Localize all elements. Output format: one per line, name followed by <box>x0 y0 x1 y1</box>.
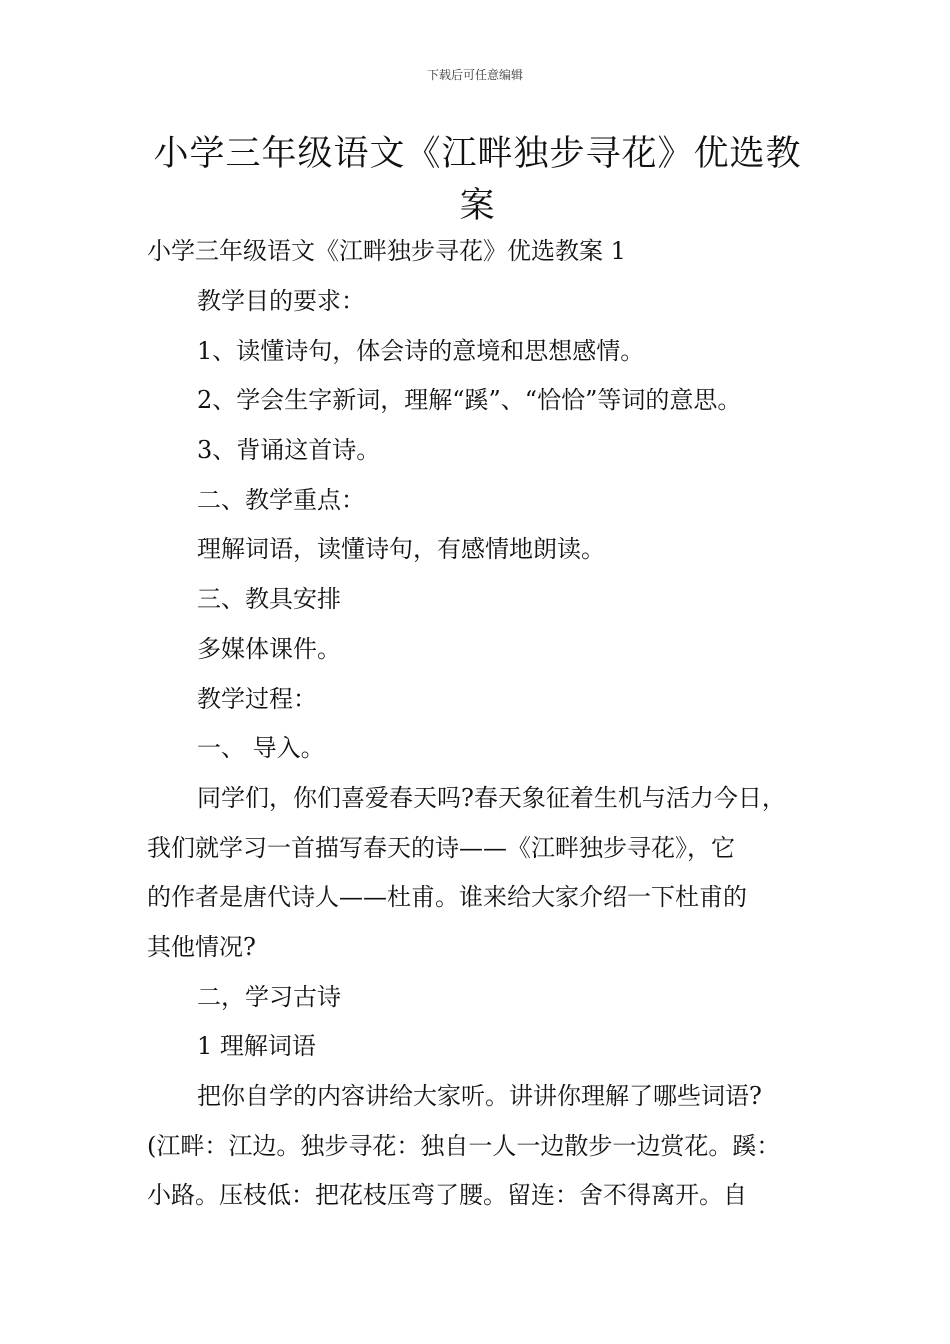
paragraph-line: 1 理解词语 <box>197 1032 316 1060</box>
paragraph-line: 二、教学重点： <box>197 486 365 514</box>
paragraph-line: 多媒体课件。 <box>197 635 341 663</box>
paragraph-line: 1、读懂诗句，体会诗的意境和思想感情。 <box>197 337 645 365</box>
paragraph-line: 其他情况? <box>147 933 256 961</box>
paragraph-line: (江畔：江边。独步寻花：独自一人一边散步一边赏花。蹊： <box>147 1132 781 1160</box>
paragraph-line: 把你自学的内容讲给大家听。讲讲你理解了哪些词语? <box>197 1082 762 1110</box>
paragraph-line: 三、教具安排 <box>197 585 341 613</box>
paragraph-line: 2、学会生字新词，理解“蹊”、“恰恰”等词的意思。 <box>197 386 742 414</box>
paragraph-line: 教学目的要求： <box>197 287 365 315</box>
paragraph-line: 一、 导入。 <box>197 734 325 762</box>
paragraph-line: 的作者是唐代诗人——杜甫。谁来给大家介绍一下杜甫的 <box>147 883 747 911</box>
document-title: 小学三年级语文《江畔独步寻花》优选教案 <box>153 134 802 226</box>
paragraph-line: 二，学习古诗 <box>197 983 341 1011</box>
section-subtitle: 小学三年级语文《江畔独步寻花》优选教案 1 <box>147 237 626 265</box>
paragraph-line: 小路。压枝低：把花枝压弯了腰。留连：舍不得离开。自 <box>147 1181 747 1209</box>
paragraph-line: 教学过程： <box>197 685 317 713</box>
paragraph-line: 我们就学习一首描写春天的诗——《江畔独步寻花》，它 <box>147 834 735 862</box>
paragraph-line: 同学们，你们喜爱春天吗?春天象征着生机与活力今日， <box>197 784 786 812</box>
header-note: 下载后可任意编辑 <box>426 68 523 82</box>
paragraph-line: 3、背诵这首诗。 <box>197 436 381 464</box>
paragraph-line: 理解词语，读懂诗句，有感情地朗读。 <box>197 535 605 563</box>
